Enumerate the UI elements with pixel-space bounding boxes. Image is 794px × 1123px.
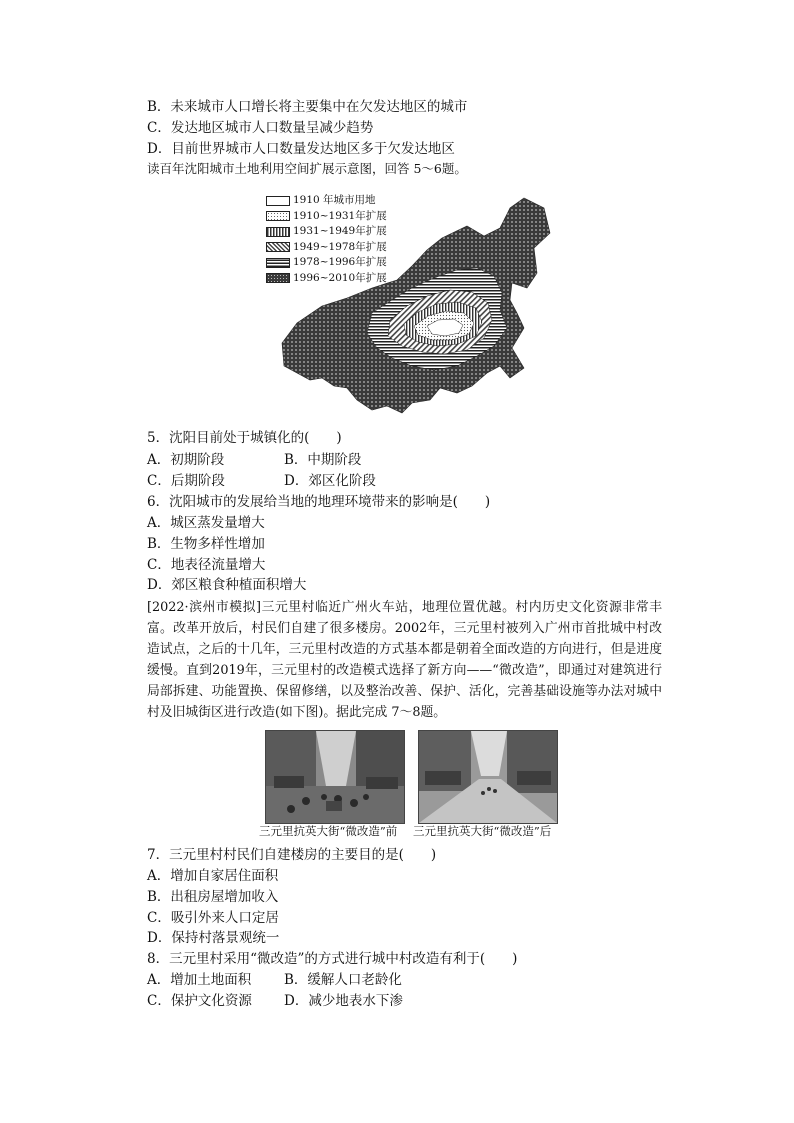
legend-label: 1949~1978年扩展 [293,240,387,253]
q8-option-c: C．保护文化资源 [147,993,252,1009]
street-after-image [419,731,557,823]
passage-sanyuanli [147,597,662,723]
legend-item [266,255,387,271]
q5-option-d: D．郊区化阶段 [284,473,376,489]
legend-label: 1978~1996年扩展 [293,256,387,269]
legend-item [266,271,387,287]
q4-option-d: D．目前世界城市人口数量发达地区多于欠发达地区 [147,141,455,157]
q7-stem: 7．三元里村村民们自建楼房的主要目的是( ) [147,847,437,863]
q5-option-b: B．中期阶段 [284,452,362,468]
legend-item [266,240,387,256]
legend-swatch-dark-icon [266,273,290,283]
map-legend [266,193,387,286]
q8-option-b: B．缓解人口老龄化 [284,972,402,988]
q6-option-c: C．地表径流量增大 [147,557,266,573]
legend-label: 1910~1931年扩展 [293,209,387,222]
q8-stem: 8．三元里村采用“微改造”的方式进行城中村改造有利于( ) [147,951,518,967]
map-intro: 读百年沈阳城市土地利用空间扩展示意图，回答 5～6题。 [147,161,467,176]
q8-option-d: D．减少地表水下渗 [284,993,403,1009]
photo-before [265,730,405,824]
legend-item [266,224,387,240]
q7-option-c: C．吸引外来人口定居 [147,910,279,926]
q6-stem: 6．沈阳城市的发展给当地的地理环境带来的影响是( ) [147,494,491,510]
caption-before: 三元里抗英大街“微改造”前 [259,824,398,838]
street-before-image [266,731,404,823]
q8-option-a: A．增加土地面积 [147,972,252,988]
legend-swatch-dots-icon [266,211,290,221]
q5-option-a: A．初期阶段 [147,452,225,468]
photo-after [418,730,558,824]
legend-swatch-vertical-icon [266,227,290,237]
q4-option-c: C．发达地区城市人口数量呈减少趋势 [147,120,374,136]
legend-swatch-blank-icon [266,196,290,206]
legend-swatch-diagonal-icon [266,242,290,252]
legend-swatch-horizontal-icon [266,258,290,268]
q5-option-c: C．后期阶段 [147,473,225,489]
legend-label: 1996~2010年扩展 [293,271,387,284]
caption-after: 三元里抗英大街“微改造”后 [413,824,552,838]
q6-option-b: B．生物多样性增加 [147,536,265,552]
legend-item [266,193,387,209]
q6-option-a: A．城区蒸发量增大 [147,515,265,531]
q7-option-b: B．出租房屋增加收入 [147,889,279,905]
passage-text: [2022·滨州市模拟]三元里村临近广州火车站，地理位置优越。村内历史文化资源非常丰富。改革开放后，村民们自建了很多楼房。2002年，三元里村被列入广州市首批城中村改造试点，之后的十几年，三元里村改造的方式基本都是朝着全面改造的方向进行，但是进度缓慢。直到2019年，三元里村的改造模式选择了新方向——“微改造”，即通过对建筑进行局部拆建、功能置换、保留修缮，以及整治改善、保护、活化，完善基础设施等办法对城中村及旧城街区进行改造(如下图)。据此完成 7～8题。 [147,600,662,720]
legend-item [266,209,387,225]
q5-stem: 5．沈阳目前处于城镇化的( ) [147,430,342,446]
q7-option-d: D．保持村落景观统一 [147,930,280,946]
q4-option-b: B．未来城市人口增长将主要集中在欠发达地区的城市 [147,99,468,115]
q6-option-d: D．郊区粮食种植面积增大 [147,577,307,593]
q7-option-a: A．增加自家居住面积 [147,868,279,884]
legend-label: 1910 年城市用地 [293,194,376,207]
legend-label: 1931~1949年扩展 [293,225,387,238]
